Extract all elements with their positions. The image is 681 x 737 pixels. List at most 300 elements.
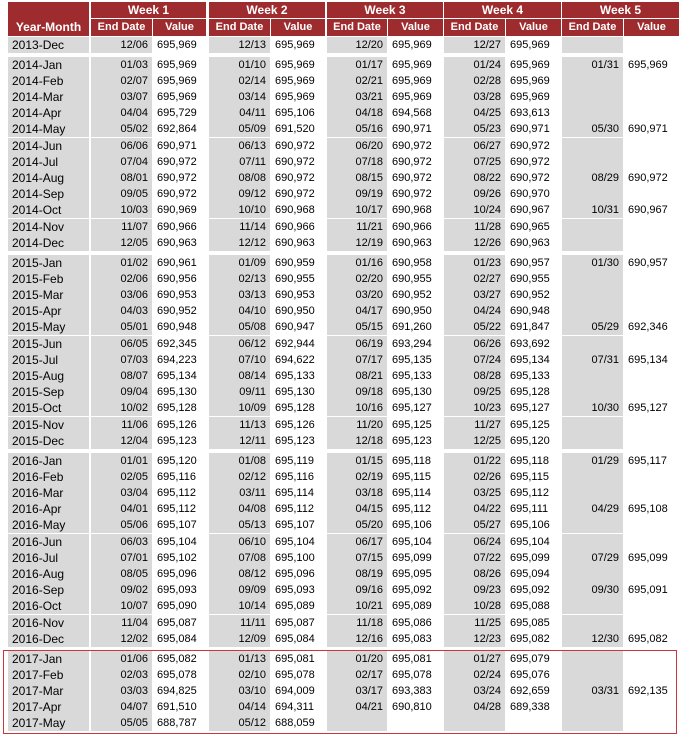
value-cell: 690,952 xyxy=(510,288,550,301)
end-date-cell: 08/19 xyxy=(327,566,387,582)
value-cell: 695,130 xyxy=(392,386,432,399)
value-cell: 691,510 xyxy=(157,701,197,714)
end-date-cell: 07/01 xyxy=(91,550,152,566)
end-date-cell: 08/15 xyxy=(327,170,387,186)
year-month-cell: 2016-Aug xyxy=(8,566,89,582)
end-date-cell: 03/06 xyxy=(91,287,152,303)
end-date-cell: 11/06 xyxy=(91,417,152,433)
value-cell: 695,125 xyxy=(510,418,550,431)
year-month-cell: 2017-Mar xyxy=(8,683,89,699)
value-cell: 690,953 xyxy=(275,288,315,301)
end-date-cell: 02/14 xyxy=(209,73,270,89)
end-date-cell: 05/30 xyxy=(562,121,623,137)
value-cell: 690,950 xyxy=(392,305,432,318)
end-date-cell: 02/17 xyxy=(327,667,387,683)
value-cell: 690,950 xyxy=(275,305,315,318)
value-cell: 690,963 xyxy=(157,236,197,249)
value-cell: 695,128 xyxy=(157,402,197,415)
year-month-cell: 2014-May xyxy=(8,121,89,137)
end-date-cell: 07/15 xyxy=(327,550,387,566)
end-date-cell: 10/07 xyxy=(91,598,152,614)
year-month-cell: 2017-May xyxy=(8,715,89,731)
end-date-cell: 08/14 xyxy=(209,368,270,384)
end-date-cell: 08/01 xyxy=(91,170,152,186)
end-date-cell: 12/18 xyxy=(327,433,387,449)
year-month-cell: 2014-Dec xyxy=(8,235,89,251)
year-month-cell: 2013-Dec xyxy=(8,37,89,53)
end-date-cell: 09/16 xyxy=(327,582,387,598)
value-cell: 690,972 xyxy=(275,155,315,168)
end-date-cell: 06/03 xyxy=(91,534,152,550)
end-date-cell: 01/16 xyxy=(327,255,387,271)
year-month-cell: 2016-Feb xyxy=(8,469,89,485)
end-date-cell: 07/11 xyxy=(209,154,270,170)
value-cell: 695,093 xyxy=(157,584,197,597)
end-date-cell: 11/11 xyxy=(209,615,270,631)
empty-date-cell xyxy=(562,287,623,303)
value-cell: 690,961 xyxy=(157,256,197,269)
value-cell: 695,969 xyxy=(275,74,315,87)
value-cell: 695,133 xyxy=(392,369,432,382)
end-date-cell: 11/20 xyxy=(327,417,387,433)
end-date-cell: 12/19 xyxy=(327,235,387,251)
end-date-cell: 03/04 xyxy=(91,485,152,501)
value-cell: 692,944 xyxy=(275,337,315,350)
end-date-cell: 10/09 xyxy=(209,400,270,416)
end-date-cell: 06/17 xyxy=(327,534,387,550)
end-date-cell: 12/02 xyxy=(91,631,152,647)
end-date-cell: 06/19 xyxy=(327,336,387,352)
value-cell: 694,223 xyxy=(157,353,197,366)
end-date-cell: 04/29 xyxy=(562,501,623,517)
value-cell: 695,118 xyxy=(510,454,549,467)
end-date-cell: 08/29 xyxy=(562,170,623,186)
end-date-cell: 05/02 xyxy=(91,121,152,137)
value-cell: 689,338 xyxy=(510,701,550,714)
value-cell: 690,967 xyxy=(628,204,668,217)
value-cell: 695,111 xyxy=(510,503,549,516)
end-date-cell: 11/04 xyxy=(91,615,152,631)
value-cell: 695,099 xyxy=(628,551,668,564)
end-date-cell: 03/18 xyxy=(327,485,387,501)
empty-date-cell xyxy=(562,615,623,631)
value-cell: 695,969 xyxy=(275,38,315,51)
value-cell: 692,346 xyxy=(628,321,668,334)
value-cell: 695,969 xyxy=(157,38,197,51)
end-date-cell: 07/18 xyxy=(327,154,387,170)
empty-date-cell xyxy=(562,105,623,121)
end-date-cell: 01/31 xyxy=(562,57,623,73)
value-cell: 695,969 xyxy=(157,74,197,87)
value-header: Value xyxy=(153,19,206,36)
year-month-cell: 2014-Jun xyxy=(8,138,89,154)
end-date-cell: 07/24 xyxy=(444,352,505,368)
value-cell: 695,076 xyxy=(510,668,550,681)
value-cell: 690,972 xyxy=(392,155,432,168)
value-cell: 694,311 xyxy=(275,701,314,714)
end-date-cell: 04/18 xyxy=(327,105,387,121)
empty-date-cell xyxy=(562,336,623,352)
end-date-cell: 09/09 xyxy=(209,582,270,598)
end-date-cell: 12/16 xyxy=(327,631,387,647)
end-date-cell: 02/24 xyxy=(444,667,505,683)
value-cell: 690,972 xyxy=(510,171,550,184)
year-month-cell: 2015-Aug xyxy=(8,368,89,384)
value-cell: 691,520 xyxy=(275,123,315,136)
end-date-cell: 10/02 xyxy=(91,400,152,416)
value-cell: 690,952 xyxy=(157,305,197,318)
end-date-cell: 02/05 xyxy=(91,469,152,485)
year-month-cell: 2016-Dec xyxy=(8,631,89,647)
value-cell: 695,100 xyxy=(275,551,315,564)
value-cell: 690,810 xyxy=(392,701,432,714)
empty-date-cell xyxy=(562,433,623,449)
value-cell: 695,087 xyxy=(275,616,315,629)
end-date-cell: 11/13 xyxy=(209,417,270,433)
year-month-cell: 2015-May xyxy=(8,319,89,335)
empty-date-cell xyxy=(562,598,623,614)
end-date-cell: 12/27 xyxy=(444,37,505,53)
value-cell: 690,963 xyxy=(510,236,550,249)
value-cell: 695,128 xyxy=(275,402,315,415)
week-header: Week 5 xyxy=(562,2,679,18)
end-date-cell: 03/13 xyxy=(209,287,270,303)
end-date-cell: 05/22 xyxy=(444,319,505,335)
end-date-cell: 06/06 xyxy=(91,138,152,154)
value-cell: 695,118 xyxy=(392,454,431,467)
value-cell: 695,084 xyxy=(157,632,197,645)
value-header: Value xyxy=(506,19,561,36)
value-cell: 690,972 xyxy=(510,139,550,152)
value-cell: 695,119 xyxy=(275,454,314,467)
year-month-cell: 2016-May xyxy=(8,517,89,533)
end-date-cell: 06/05 xyxy=(91,336,152,352)
end-date-cell: 10/28 xyxy=(444,598,505,614)
value-cell: 695,112 xyxy=(275,503,314,516)
end-date-cell: 02/19 xyxy=(327,469,387,485)
value-cell: 694,568 xyxy=(392,107,432,120)
value-cell: 690,971 xyxy=(157,139,197,152)
end-date-cell: 06/26 xyxy=(444,336,505,352)
end-date-cell: 02/07 xyxy=(91,73,152,89)
value-cell: 695,112 xyxy=(510,486,549,499)
year-month-cell: 2015-Jul xyxy=(8,352,89,368)
year-month-cell: 2014-Oct xyxy=(8,202,89,218)
end-date-cell: 03/31 xyxy=(562,683,623,699)
end-date-cell: 04/04 xyxy=(91,105,152,121)
end-date-cell: 12/13 xyxy=(209,37,270,53)
end-date-cell: 01/03 xyxy=(91,57,152,73)
end-date-cell: 01/20 xyxy=(327,651,387,667)
value-cell: 695,091 xyxy=(628,584,668,597)
value-cell: 695,085 xyxy=(510,616,550,629)
end-date-header: End Date xyxy=(209,19,270,36)
end-date-cell: 04/14 xyxy=(209,699,270,715)
end-date-cell: 05/08 xyxy=(209,319,270,335)
value-cell: 690,953 xyxy=(157,288,197,301)
value-cell: 695,116 xyxy=(157,470,196,483)
year-month-cell: 2014-Jul xyxy=(8,154,89,170)
year-month-cell: 2016-Jun xyxy=(8,534,89,550)
end-date-cell: 03/14 xyxy=(209,89,270,105)
end-date-header: End Date xyxy=(562,19,623,36)
year-month-cell: 2014-Sep xyxy=(8,186,89,202)
value-cell: 695,106 xyxy=(392,519,432,532)
value-cell: 695,969 xyxy=(628,58,668,71)
end-date-cell: 03/28 xyxy=(444,89,505,105)
value-cell: 690,972 xyxy=(392,171,432,184)
end-date-cell: 10/17 xyxy=(327,202,387,218)
value-cell: 695,969 xyxy=(275,90,315,103)
empty-date-cell xyxy=(562,384,623,400)
value-cell: 695,126 xyxy=(157,418,197,431)
year-month-cell: 2016-Jul xyxy=(8,550,89,566)
value-cell: 695,084 xyxy=(275,632,315,645)
value-cell: 693,613 xyxy=(510,107,550,120)
end-date-cell: 06/10 xyxy=(209,534,270,550)
end-date-cell: 01/08 xyxy=(209,453,270,469)
value-cell: 695,099 xyxy=(510,551,550,564)
value-cell: 695,082 xyxy=(510,632,550,645)
value-cell: 694,825 xyxy=(157,684,197,697)
end-date-cell: 10/03 xyxy=(91,202,152,218)
end-date-cell: 10/14 xyxy=(209,598,270,614)
value-cell: 695,078 xyxy=(392,668,432,681)
value-cell: 692,345 xyxy=(157,337,197,350)
value-cell: 695,125 xyxy=(392,418,432,431)
empty-date-cell xyxy=(562,485,623,501)
empty-date-cell xyxy=(562,219,623,235)
value-cell: 690,971 xyxy=(392,123,432,136)
end-date-cell: 01/10 xyxy=(209,57,270,73)
value-cell: 690,972 xyxy=(275,139,315,152)
empty-date-cell xyxy=(562,303,623,319)
value-cell: 690,970 xyxy=(510,188,550,201)
value-header: Value xyxy=(388,19,443,36)
end-date-cell: 11/25 xyxy=(444,615,505,631)
end-date-cell: 01/17 xyxy=(327,57,387,73)
end-date-cell: 09/05 xyxy=(91,186,152,202)
value-cell: 695,114 xyxy=(275,486,314,499)
value-cell: 695,116 xyxy=(275,470,314,483)
value-cell: 695,083 xyxy=(392,632,432,645)
end-date-cell: 09/12 xyxy=(209,186,270,202)
end-date-cell: 05/05 xyxy=(91,715,152,731)
end-date-cell: 05/23 xyxy=(444,121,505,137)
value-cell: 695,126 xyxy=(275,418,315,431)
value-cell: 695,134 xyxy=(510,353,550,366)
end-date-cell: 10/30 xyxy=(562,400,623,416)
end-date-cell: 01/15 xyxy=(327,453,387,469)
end-date-cell: 03/24 xyxy=(444,683,505,699)
year-month-cell: 2014-Feb xyxy=(8,73,89,89)
value-cell: 690,956 xyxy=(157,272,197,285)
value-cell: 695,078 xyxy=(275,668,315,681)
value-cell: 695,134 xyxy=(628,353,668,366)
end-date-cell: 03/03 xyxy=(91,683,152,699)
end-date-cell: 08/22 xyxy=(444,170,505,186)
end-date-cell: 09/26 xyxy=(444,186,505,202)
end-date-cell: 01/13 xyxy=(209,651,270,667)
end-date-cell: 04/07 xyxy=(91,699,152,715)
value-cell: 690,955 xyxy=(510,272,550,285)
value-cell: 695,117 xyxy=(628,454,667,467)
value-cell: 695,102 xyxy=(157,551,197,564)
end-date-cell: 12/11 xyxy=(209,433,270,449)
year-month-cell: 2014-Apr xyxy=(8,105,89,121)
value-cell: 693,294 xyxy=(392,337,432,350)
value-cell: 695,123 xyxy=(392,434,432,447)
value-cell: 695,114 xyxy=(392,486,431,499)
end-date-cell: 09/23 xyxy=(444,582,505,598)
end-date-cell: 04/15 xyxy=(327,501,387,517)
value-cell: 695,096 xyxy=(275,567,315,580)
value-cell: 695,130 xyxy=(157,386,197,399)
row-label-text: Year-Month xyxy=(15,20,82,34)
value-cell: 690,966 xyxy=(392,220,432,233)
value-cell: 690,972 xyxy=(275,188,315,201)
value-cell: 695,969 xyxy=(392,38,432,51)
end-date-cell: 08/21 xyxy=(327,368,387,384)
value-cell: 693,692 xyxy=(510,337,550,350)
empty-date-cell xyxy=(562,566,623,582)
value-cell: 690,963 xyxy=(275,236,315,249)
value-cell: 690,968 xyxy=(275,204,315,217)
value-cell: 690,966 xyxy=(157,220,197,233)
value-cell: 695,123 xyxy=(157,434,197,447)
end-date-cell: 08/07 xyxy=(91,368,152,384)
end-date-cell: 03/21 xyxy=(327,89,387,105)
end-date-cell: 06/13 xyxy=(209,138,270,154)
value-cell: 695,104 xyxy=(157,535,197,548)
end-date-cell: 01/01 xyxy=(91,453,152,469)
value-cell: 695,108 xyxy=(628,503,668,516)
week-header: Week 2 xyxy=(209,2,325,18)
end-date-cell: 10/23 xyxy=(444,400,505,416)
value-cell: 695,120 xyxy=(510,434,550,447)
value-cell: 695,115 xyxy=(510,470,549,483)
end-date-cell: 07/25 xyxy=(444,154,505,170)
end-date-cell: 04/10 xyxy=(209,303,270,319)
end-date-cell: 04/24 xyxy=(444,303,505,319)
value-cell: 690,947 xyxy=(275,321,315,334)
end-date-cell: 05/27 xyxy=(444,517,505,533)
end-date-cell: 09/25 xyxy=(444,384,505,400)
end-date-cell: 05/29 xyxy=(562,319,623,335)
end-date-cell: 04/21 xyxy=(327,699,387,715)
value-cell: 695,127 xyxy=(628,402,668,415)
value-cell: 695,135 xyxy=(392,353,432,366)
end-date-cell: 06/12 xyxy=(209,336,270,352)
value-cell: 695,969 xyxy=(510,58,550,71)
empty-date-cell xyxy=(562,89,623,105)
empty-date-cell xyxy=(562,517,623,533)
value-cell: 694,622 xyxy=(275,353,315,366)
end-date-cell: 05/20 xyxy=(327,517,387,533)
value-cell: 692,864 xyxy=(157,123,197,136)
value-cell: 688,787 xyxy=(157,717,197,730)
end-date-cell: 01/09 xyxy=(209,255,270,271)
value-cell: 690,972 xyxy=(392,188,432,201)
end-date-cell: 07/17 xyxy=(327,352,387,368)
year-month-cell: 2015-Oct xyxy=(8,400,89,416)
value-cell: 690,966 xyxy=(275,220,315,233)
end-date-cell: 03/10 xyxy=(209,683,270,699)
value-cell: 695,729 xyxy=(157,107,197,120)
year-month-cell: 2014-Nov xyxy=(8,219,89,235)
value-cell: 695,090 xyxy=(157,600,197,613)
end-date-cell: 01/27 xyxy=(444,651,505,667)
year-month-cell: 2015-Apr xyxy=(8,303,89,319)
end-date-cell: 07/31 xyxy=(562,352,623,368)
year-month-cell: 2016-Mar xyxy=(8,485,89,501)
value-cell: 690,967 xyxy=(510,204,550,217)
end-date-header: End Date xyxy=(444,19,505,36)
value-cell: 691,260 xyxy=(392,321,432,334)
end-date-cell: 02/28 xyxy=(444,73,505,89)
row-label-header xyxy=(8,2,89,36)
value-cell: 695,106 xyxy=(275,107,315,120)
end-date-cell: 01/29 xyxy=(562,453,623,469)
value-cell: 695,082 xyxy=(628,632,668,645)
empty-date-cell xyxy=(562,469,623,485)
end-date-cell: 01/24 xyxy=(444,57,505,73)
value-cell: 695,969 xyxy=(510,38,550,51)
end-date-cell: 07/08 xyxy=(209,550,270,566)
year-month-cell: 2015-Feb xyxy=(8,271,89,287)
end-date-cell: 12/25 xyxy=(444,433,505,449)
year-month-cell: 2015-Mar xyxy=(8,287,89,303)
end-date-cell: 12/09 xyxy=(209,631,270,647)
value-cell: 695,112 xyxy=(157,503,196,516)
value-cell: 695,112 xyxy=(157,486,196,499)
value-cell: 690,948 xyxy=(157,321,197,334)
empty-date-cell xyxy=(562,73,623,89)
year-month-cell: 2015-Jan xyxy=(8,255,89,271)
empty-date-cell xyxy=(562,37,623,53)
end-date-cell: 10/31 xyxy=(562,202,623,218)
value-cell: 691,847 xyxy=(510,321,550,334)
end-date-cell: 06/27 xyxy=(444,138,505,154)
year-month-cell: 2016-Oct xyxy=(8,598,89,614)
value-cell: 690,971 xyxy=(510,123,550,136)
value-cell: 695,092 xyxy=(392,584,432,597)
end-date-cell: 12/12 xyxy=(209,235,270,251)
value-cell: 690,972 xyxy=(275,171,315,184)
end-date-cell: 03/25 xyxy=(444,485,505,501)
end-date-cell: 07/03 xyxy=(91,352,152,368)
value-cell: 695,092 xyxy=(510,584,550,597)
value-header: Value xyxy=(624,19,679,36)
value-cell: 690,972 xyxy=(157,171,197,184)
value-cell: 695,127 xyxy=(510,402,550,415)
week-header: Week 3 xyxy=(327,2,443,18)
value-cell: 695,969 xyxy=(157,90,197,103)
end-date-cell: 11/21 xyxy=(327,219,387,235)
end-date-cell: 03/11 xyxy=(209,485,270,501)
empty-date-cell xyxy=(562,138,623,154)
value-cell: 695,969 xyxy=(275,58,315,71)
value-cell: 690,972 xyxy=(392,139,432,152)
value-cell: 695,969 xyxy=(392,90,432,103)
end-date-cell: 08/26 xyxy=(444,566,505,582)
end-date-cell: 10/24 xyxy=(444,202,505,218)
end-date-cell: 11/28 xyxy=(444,219,505,235)
value-cell: 695,123 xyxy=(275,434,315,447)
value-cell: 690,957 xyxy=(510,256,550,269)
value-cell: 695,079 xyxy=(510,652,550,665)
year-month-cell: 2014-Jan xyxy=(8,57,89,73)
